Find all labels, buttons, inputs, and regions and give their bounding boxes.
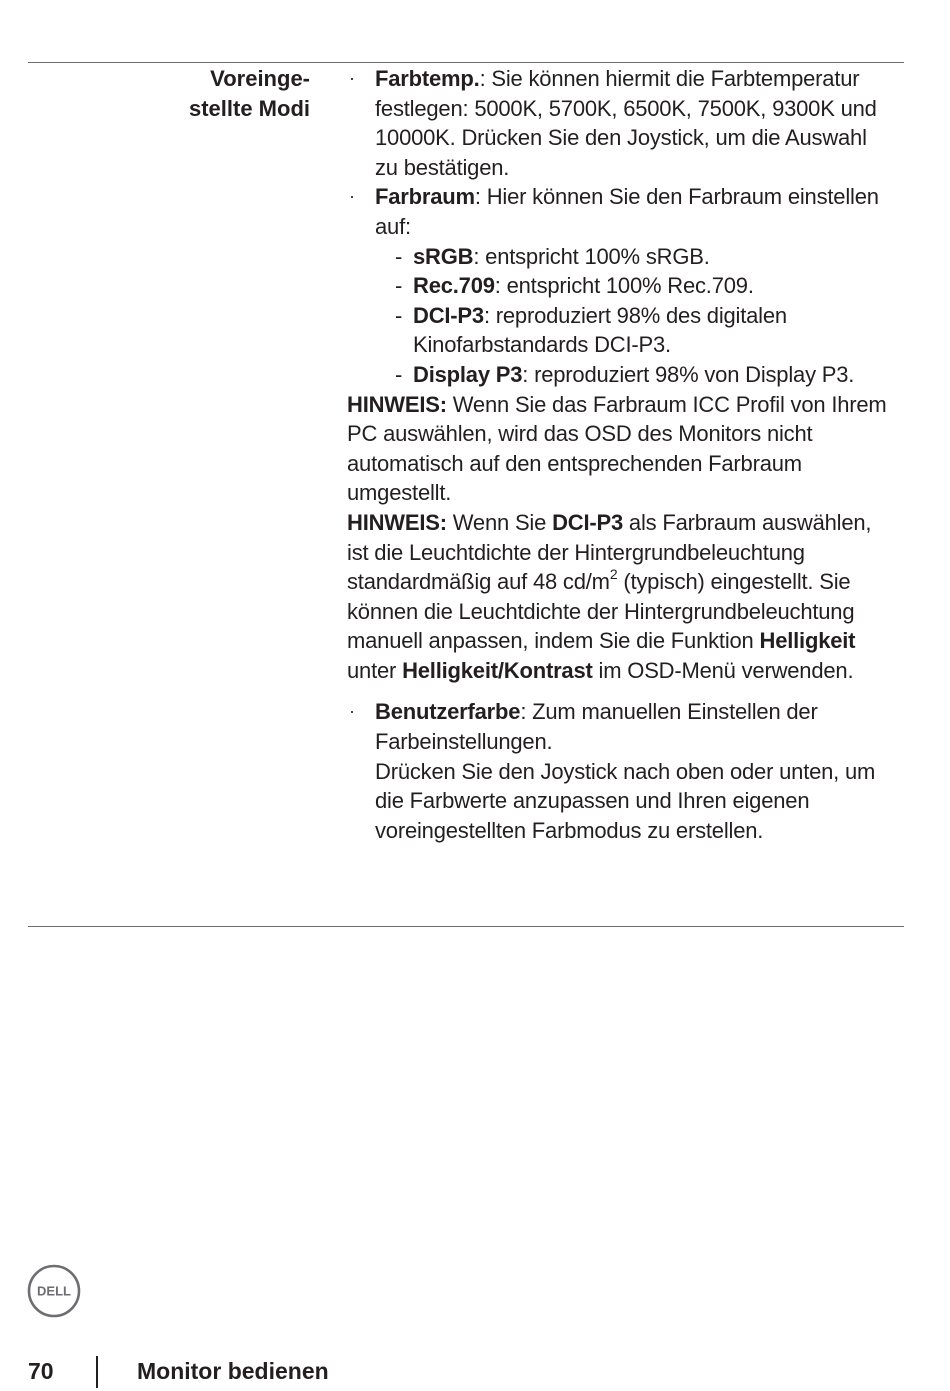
dash-marker: - — [395, 243, 403, 269]
footer-divider — [96, 1356, 98, 1388]
term-dci-p3: DCI-P3 — [413, 302, 484, 328]
list-item-benutzerfarbe — [347, 697, 895, 756]
dell-logo-icon — [27, 1264, 81, 1318]
term-display-p3: Display P3 — [413, 361, 523, 387]
list-item-farbtemp — [347, 64, 895, 182]
dash-marker: - — [395, 361, 403, 387]
note-label: HINWEIS: — [347, 391, 447, 417]
note-dci-p3-luminance — [347, 508, 895, 686]
sub-item-display-p3 — [347, 360, 895, 390]
sub-item-srgb — [347, 242, 895, 272]
benutzerfarbe-paragraph: Drücken Sie den Joystick nach oben oder unten, um die Farbwerte anzupassen und Ihren eigenen voreingestellten Farbmodus zu erstellen. — [375, 758, 876, 843]
term-benutzerfarbe: Benutzerfarbe — [375, 699, 521, 725]
note-text: Wenn Sie das Farbraum ICC Profil von Ihrem PC auswählen, wird das OSD des Monitors nicht automatisch auf den entsprechenden Farbraum umgestellt. — [347, 391, 887, 506]
note-superscript: 2 — [609, 565, 618, 582]
list-item-farbraum — [347, 182, 895, 241]
note-text-1: Wenn Sie — [446, 509, 553, 535]
dash-marker: - — [395, 302, 403, 328]
desc-rec709: : entspricht 100% Rec.709. — [494, 273, 754, 299]
note-text-4: unter — [347, 657, 403, 683]
desc-farbraum: : Hier können Sie den Farbraum einstellen auf: — [375, 184, 879, 239]
desc-farbtemp: : Sie können hiermit die Farbtemperatur festlegen: 5000K, 5700K, 6500K, 7500K, 9300K und 10000K. Drücken Sie den Joystick, um die Auswahl zu bestätigen. — [375, 66, 877, 180]
term-rec709: Rec.709 — [413, 273, 495, 299]
note-bold-helligkeit-kontrast: Helligkeit/Kontrast — [402, 657, 593, 683]
logo-text: DELL — [37, 1283, 71, 1299]
bullet-dot: · — [349, 186, 355, 207]
term-farbraum: Farbraum — [375, 184, 475, 210]
sub-item-dci-p3 — [347, 301, 895, 360]
row-label-line-2: stellte Modi — [188, 96, 310, 121]
row-label-line-1: Voreinge- — [210, 66, 310, 91]
note-label: HINWEIS: — [347, 509, 447, 535]
desc-benutzerfarbe: : Zum manuellen Einstellen der Farbeinstellungen. — [375, 699, 818, 755]
bullet-dot: · — [349, 701, 355, 722]
table-top-rule — [28, 62, 904, 63]
desc-dci-p3: : reproduziert 98% des digitalen Kinofarbstandards DCI-P3. — [413, 302, 787, 358]
note-bold-dci-p3: DCI-P3 — [552, 509, 623, 535]
row-label — [140, 64, 310, 124]
dash-marker: - — [395, 273, 403, 299]
note-text-3: (typisch) eingestellt. Sie können die Leuchtdichte der Hintergrundbeleuchtung manuell anpassen, indem Sie die Funktion — [347, 569, 855, 654]
note-text-2: als Farbraum auswählen, ist die Leuchtdichte der Hintergrundbeleuchtung standardmäßig auf 48 cd/m — [347, 509, 872, 595]
table-bottom-rule — [28, 926, 904, 927]
page-number: 70 — [28, 1358, 54, 1384]
desc-display-p3: : reproduziert 98% von Display P3. — [522, 361, 855, 387]
note-bold-helligkeit: Helligkeit — [759, 628, 856, 654]
note-icc-profile — [347, 390, 895, 508]
sub-item-rec709 — [347, 271, 895, 301]
note-text-5: im OSD-Menü verwenden. — [592, 657, 854, 683]
term-srgb: sRGB — [413, 243, 474, 269]
row-content — [347, 64, 895, 845]
desc-srgb: : entspricht 100% sRGB. — [473, 243, 710, 269]
bullet-dot: · — [349, 68, 355, 88]
section-title: Monitor bedienen — [137, 1358, 329, 1384]
term-farbtemp: Farbtemp. — [375, 66, 480, 91]
